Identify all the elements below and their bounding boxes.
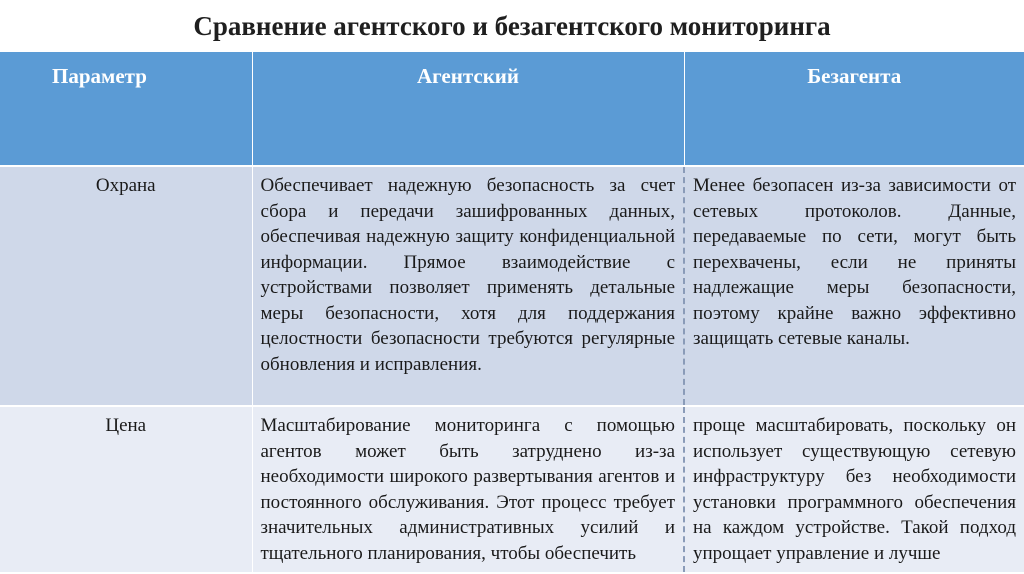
agentless-cell: проще масштабировать, поскольку он использует существующую сетевую инфраструктуру без необходимости установки программного обеспечения на каждом устройстве. Такой подход упрощает управление и лучше	[684, 406, 1024, 573]
param-cell: Охрана	[0, 166, 252, 406]
param-cell: Цена	[0, 406, 252, 573]
header-parameter: Параметр	[0, 52, 252, 166]
table-row	[0, 166, 1024, 406]
comparison-table	[0, 52, 1024, 574]
table-row	[0, 406, 1024, 573]
page-title: Сравнение агентского и безагентского мониторинга	[193, 10, 831, 41]
agent-cell: Обеспечивает надежную безопасность за счет сбора и передачи зашифрованных данных, обеспечивая надежную защиту конфиденциальной информации. Прямое взаимодействие с устройствами позволяет применять детальные меры безопасности, хотя для поддержания целостности безопасности требуются регулярные обновления и исправления.	[252, 166, 684, 406]
table-header-row	[0, 52, 1024, 166]
agent-cell: Масштабирование мониторинга с помощью агентов может быть затруднено из-за необходимости широкого развертывания агентов и постоянного обслуживания. Этот процесс требует значительных административных усилий и тщательного планирования, чтобы обеспечить	[252, 406, 684, 573]
header-agent: Агентский	[252, 52, 684, 166]
agentless-cell: Менее безопасен из-за зависимости от сетевых протоколов. Данные, передаваемые по сети, могут быть перехвачены, если не приняты надлежащие меры безопасности, поэтому крайне важно эффективно защищать сетевые каналы.	[684, 166, 1024, 406]
header-agentless: Безагента	[684, 52, 1024, 166]
